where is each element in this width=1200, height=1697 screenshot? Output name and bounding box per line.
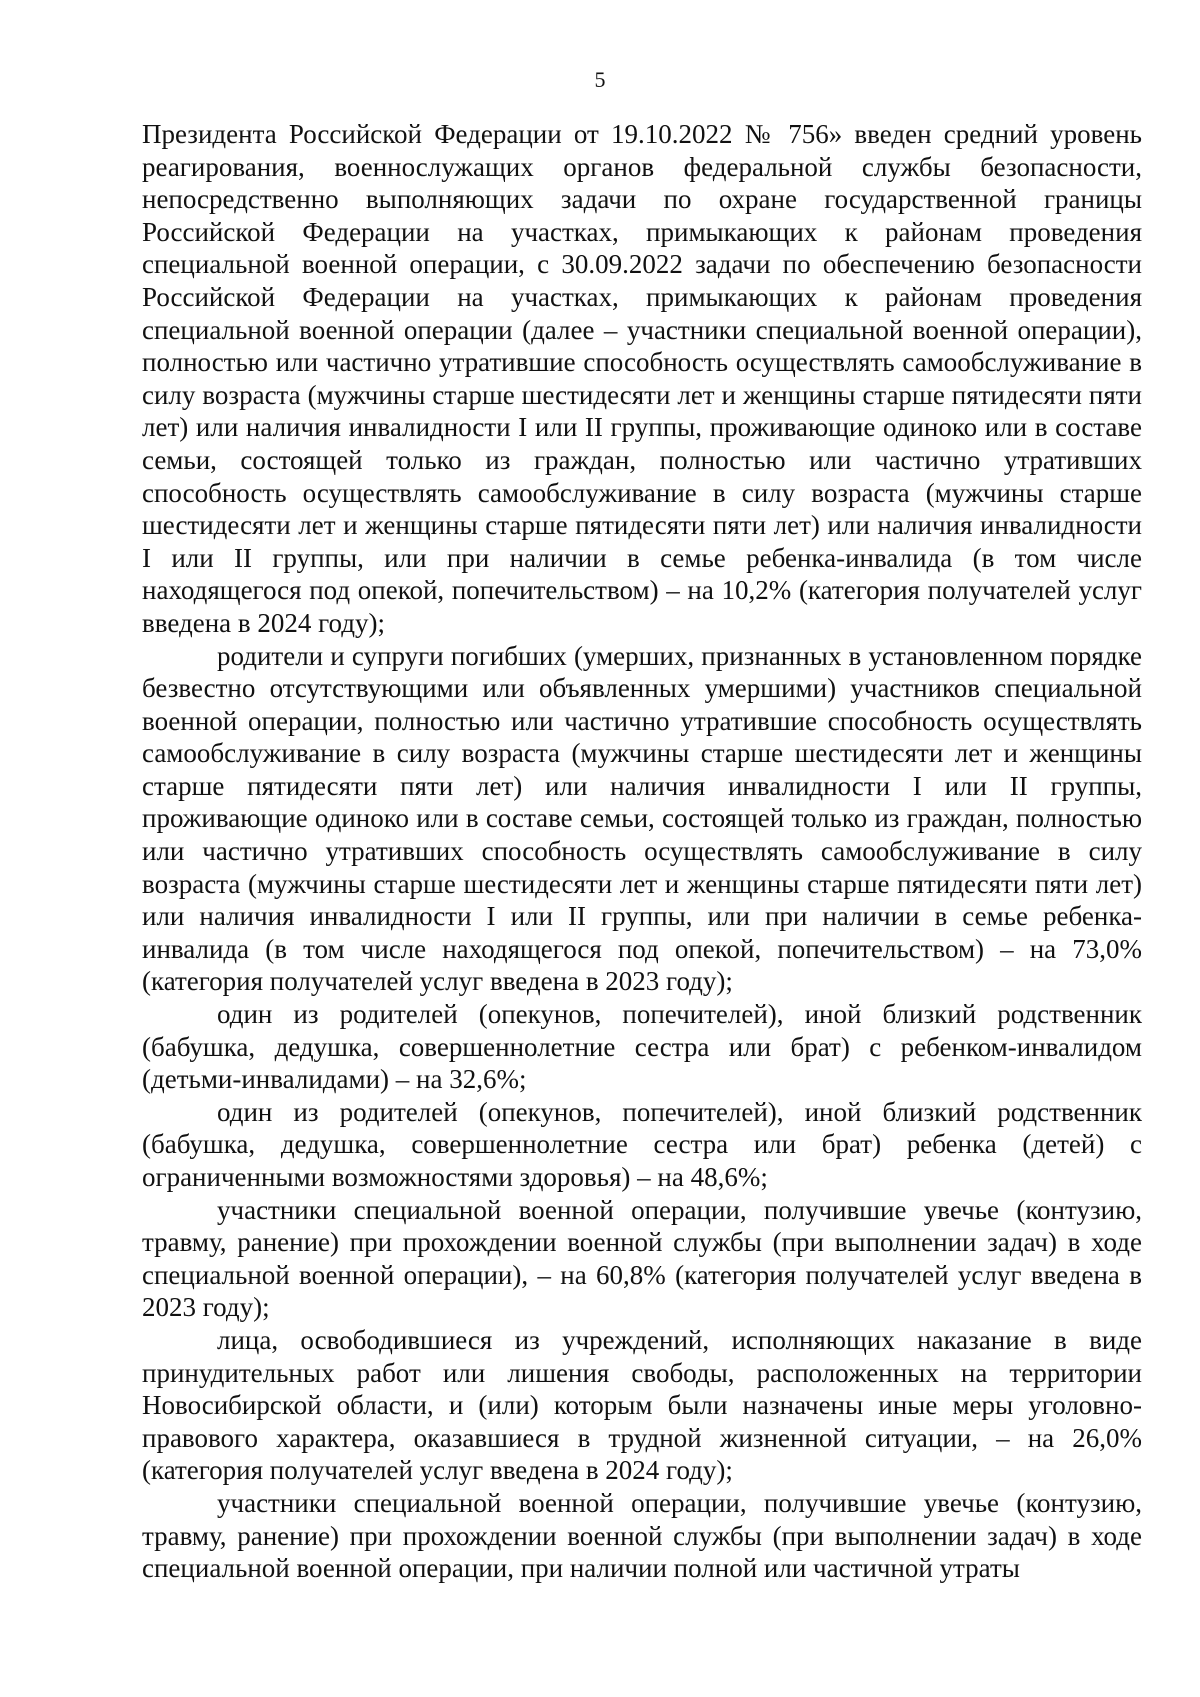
paragraph-parents-spouses: родители и супруги погибших (умерших, признанных в установленном порядке безвестно отсутствующими или объявленных умершими) участников специальной военной операции, полностью или частично утратившие способность осуществлять самообслуживание в силу возраста (мужчины старше шестидесяти лет и женщины старше пятидесяти пяти лет) или наличия инвалидности I или II группы, проживающие одиноко или в составе семьи, состоящей только из граждан, полностью или частично утративших способность осуществлять самообслуживание в силу возраста (мужчины старше шестидесяти лет и женщины старше пятидесяти пяти лет) или наличия инвалидности I или II группы, или при наличии в семье ребенка-инвалида (в том числе находящегося под опекой, попечительством) – на 73,0% (категория получателей услуг введена в 2023 году);	[142, 640, 1142, 997]
page-number: 5	[594, 67, 606, 92]
paragraph-disabled-child: один из родителей (опекунов, попечителей), иной близкий родственник (бабушка, дедушка, совершеннолетние сестра или брат) с ребенком-инвалидом (детьми-инвалидами) – на 32,6%;	[142, 999, 1142, 1095]
document-body	[142, 118, 1142, 1585]
paragraph-limited-health-child: один из родителей (опекунов, попечителей), иной близкий родственник (бабушка, дедушка, совершеннолетние сестра или брат) ребенка (детей) с ограниченными возможностями здоровья) – на 48,6%;	[142, 1096, 1142, 1192]
paragraph-injured-participants: участники специальной военной операции, получившие увечье (контузию, травму, ранение) при прохождении военной службы (при выполнении задач) в ходе специальной военной операции), – на 60,8% (категория получателей услуг введена в 2023 году);	[142, 1194, 1142, 1323]
paragraph-released-persons: лица, освободившиеся из учреждений, исполняющих наказание в виде принудительных работ или лишения свободы, расположенных на территории Новосибирской области, и (или) которым были назначены иные меры уголовно-правового характера, оказавшиеся в трудной жизненной ситуации, – на 26,0% (категория получателей услуг введена в 2024 году);	[142, 1324, 1142, 1486]
paragraph-injured-participants-loss: участники специальной военной операции, получившие увечье (контузию, травму, ранение) при прохождении военной службы (при выполнении задач) в ходе специальной военной операции, при наличии полной или частичной утраты	[142, 1487, 1142, 1584]
paragraph-continued: Президента Российской Федерации от 19.10.2022 № 756» введен средний уровень реагирования, военнослужащих органов федеральной службы безопасности, непосредственно выполняющих задачи по охране государственной границы Российской Федерации на участках, примыкающих к районам проведения специальной военной операции, с 30.09.2022 задачи по обеспечению безопасности Российской Федерации на участках, примыкающих к районам проведения специальной военной операции (далее – участники специальной военной операции), полностью или частично утратившие способность осуществлять самообслуживание в силу возраста (мужчины старше шестидесяти лет и женщины старше пятидесяти пяти лет) или наличия инвалидности I или II группы, проживающие одиноко или в составе семьи, состоящей только из граждан, полностью или частично утративших способность осуществлять самообслуживание в силу возраста (мужчины старше шестидесяти лет и женщины старше пятидесяти пяти лет) или наличия инвалидности I или II группы, или при наличии в семье ребенка-инвалида (в том числе находящегося под опекой, попечительством) – на 10,2% (категория получателей услуг введена в 2024 году);	[142, 119, 1142, 638]
